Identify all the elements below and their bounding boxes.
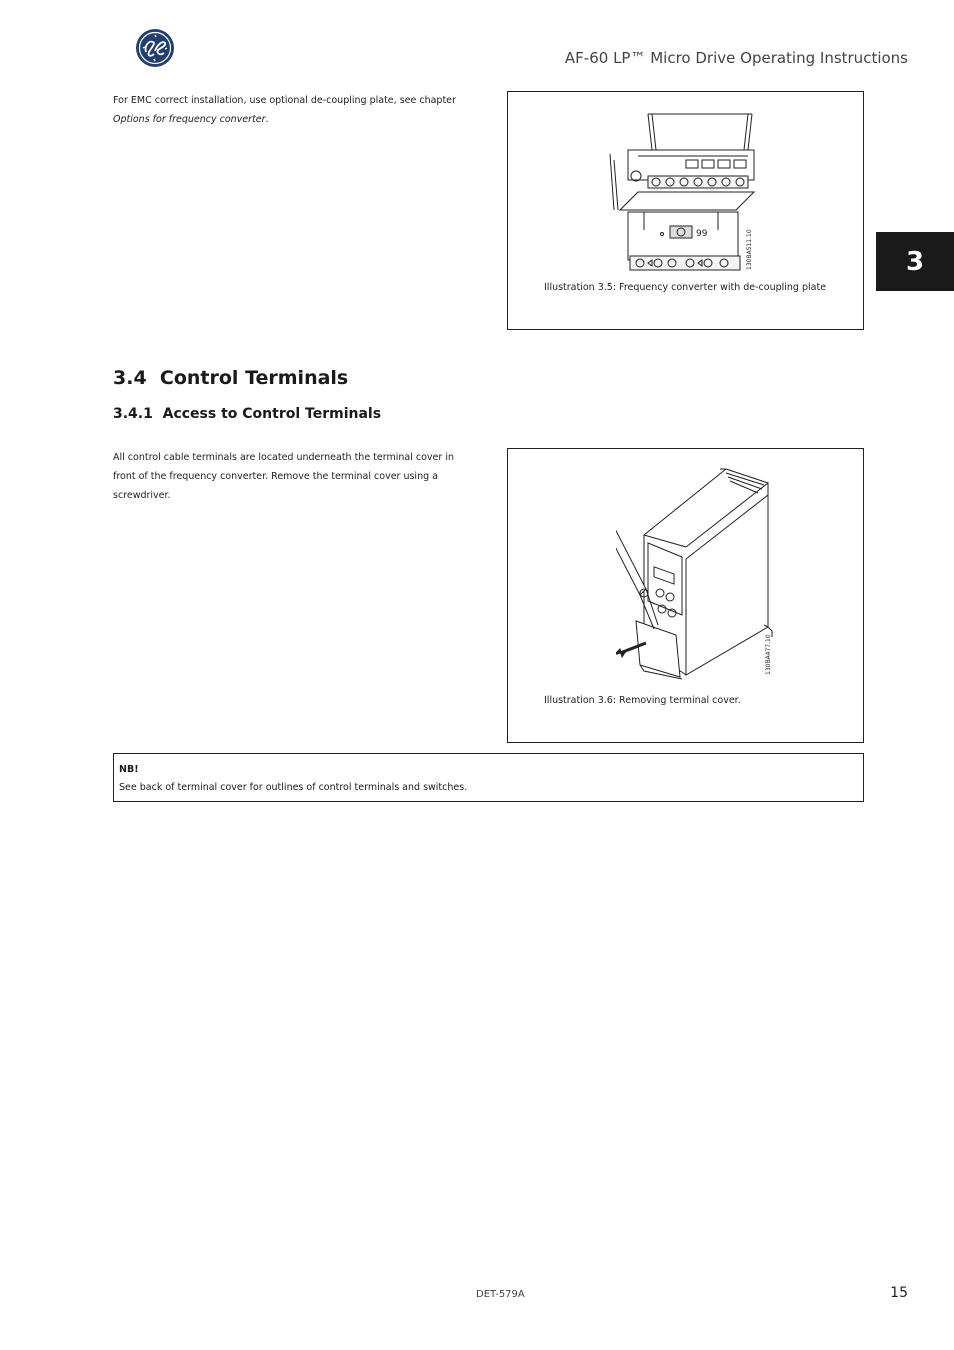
figure-caption: Illustration 3.5: Frequency converter with de-coupling plate — [544, 282, 827, 293]
figure-code: 130BA511.10 — [746, 229, 753, 270]
note-box — [113, 753, 864, 802]
section-number: 3.4 — [113, 367, 147, 389]
figure-code: 130BA477.10 — [765, 634, 772, 675]
decoupling-plate-drawing — [608, 110, 758, 280]
figure-decoupling-plate — [507, 91, 864, 330]
note-text: See back of terminal cover for outlines of control terminals and switches. — [119, 782, 468, 793]
subsection-number: 3.4.1 — [113, 406, 153, 422]
subsection-heading — [113, 406, 381, 422]
figure-removing-cover — [507, 448, 864, 743]
emc-paragraph — [113, 91, 475, 129]
ge-logo-icon — [135, 28, 175, 68]
section-title: Control Terminals — [159, 367, 349, 389]
terminal-label: 99 — [696, 229, 708, 239]
document-title: AF-60 LP™ Micro Drive Operating Instructions — [564, 49, 908, 67]
chapter-tab — [876, 232, 954, 291]
access-paragraph: All control cable terminals are located underneath the terminal cover in front of the frequency converter. Remove the terminal cover using a screwdriver. — [113, 452, 454, 501]
page-number: 15 — [890, 1285, 908, 1301]
subsection-title: Access to Control Terminals — [162, 406, 382, 422]
section-heading — [113, 367, 348, 389]
emc-text: For EMC correct installation, use optional de-coupling plate, see chapter — [113, 95, 456, 106]
figure-caption: Illustration 3.6: Removing terminal cover. — [544, 695, 741, 706]
footer-document-code: DET-579A — [476, 1289, 525, 1300]
emc-chapter-reference: Options for frequency converter — [113, 114, 266, 125]
chapter-number: 3 — [905, 246, 925, 277]
terminal-cover-removal-drawing — [616, 465, 776, 680]
emc-text-end: . — [265, 114, 269, 125]
note-title: NB! — [119, 764, 139, 775]
